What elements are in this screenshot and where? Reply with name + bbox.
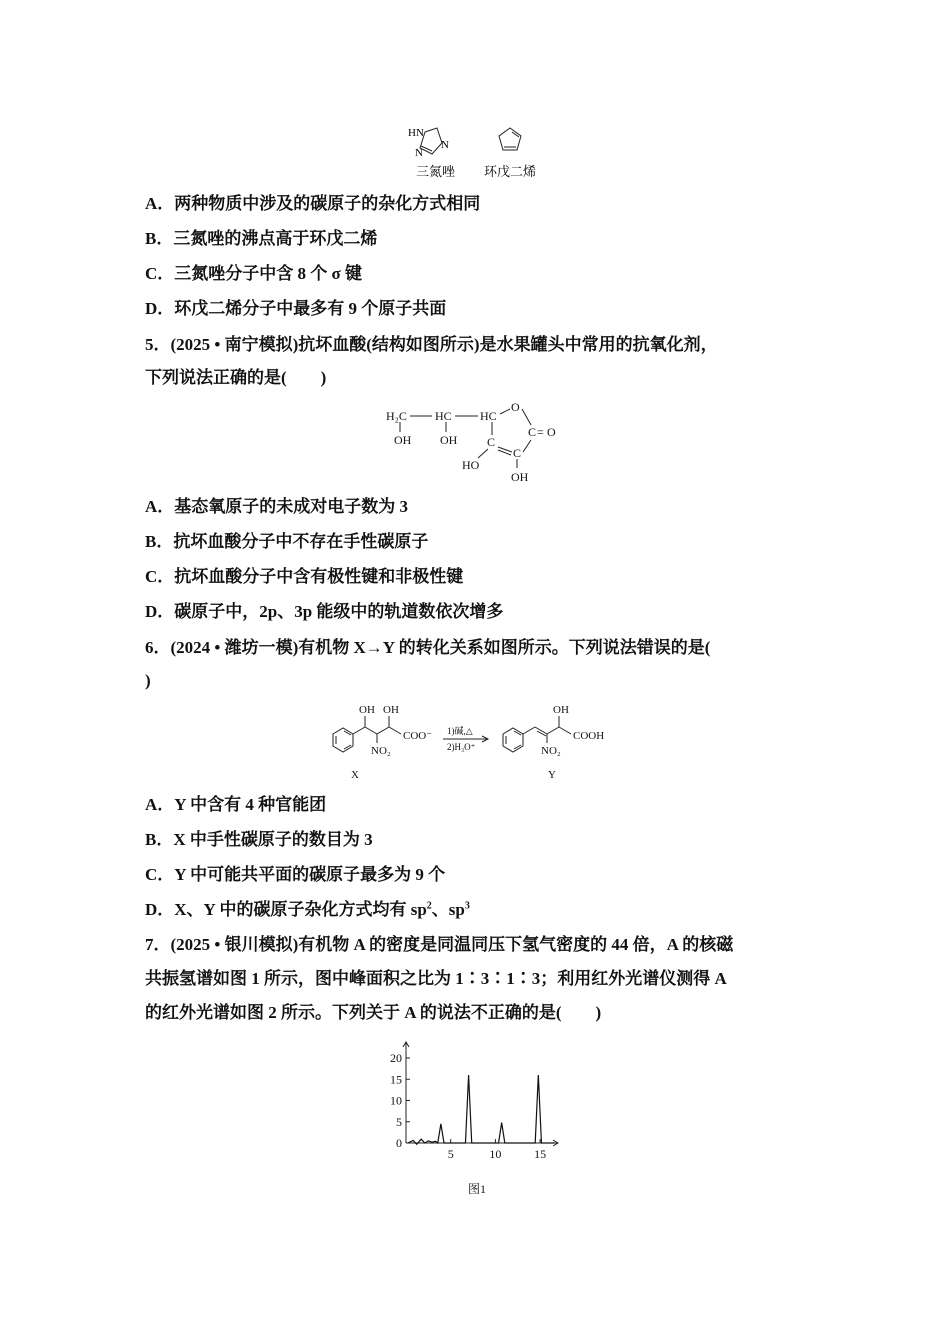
ring-c2-label: C	[513, 446, 522, 460]
y-cooh-label: COOH	[573, 730, 605, 742]
q6-stem-line2: )	[145, 671, 151, 690]
condition-1: 1)碱,△	[447, 726, 473, 736]
oh2-label: OH	[440, 433, 458, 447]
q5-stem-line1: 5．(2025 • 南宁模拟)抗坏血酸(结构如图所示)是水果罐头中常用的抗氧化剂，	[145, 335, 718, 354]
y-tick-label: 20	[390, 1051, 402, 1065]
triazole-n-bottom: N	[415, 147, 423, 159]
bond-hc-o	[500, 409, 510, 414]
y-bond-c-c2	[547, 727, 559, 734]
x-oh2-label: OH	[383, 704, 399, 716]
oh3-label: OH	[511, 470, 529, 484]
y-bond-c-cooh	[559, 727, 571, 734]
ascorbic-acid-structure	[380, 398, 580, 486]
q6-option-d-text: D．X、Y 中的碳原子杂化方式均有 sp	[145, 900, 427, 919]
triazole-n-right: N	[441, 139, 449, 151]
bond-c2-c	[523, 440, 531, 452]
q5-option-c: C．抗坏血酸分子中含有极性键和非极性键	[145, 567, 464, 586]
q6-option-d-sup2: 3	[464, 900, 470, 912]
q4-option-d: D．环戊二烯分子中最多有 9 个原子共面	[145, 299, 447, 318]
triazole-hn: HN	[408, 127, 424, 139]
ascorbic-acid-svg	[380, 398, 580, 486]
top-structures-figure	[400, 118, 560, 184]
q4-option-c: C．三氮唑分子中含 8 个 σ 键	[145, 264, 363, 283]
q4-option-a: A．两种物质中涉及的碳原子的杂化方式相同	[145, 194, 481, 213]
x-tick-label: 10	[489, 1147, 502, 1161]
x-bond-ph-c	[353, 727, 365, 734]
x-oh1-label: OH	[359, 704, 375, 716]
y-oh-label: OH	[553, 704, 569, 716]
q6-stem-line1: 6．(2024 • 潍坊一模)有机物 X→Y 的转化关系如图所示。下列说法错误的是(	[145, 638, 711, 657]
ring-c1-label: C	[487, 435, 496, 449]
ring-o-label: O	[511, 400, 520, 414]
c-eq-label: C	[528, 425, 537, 439]
cyclopentadiene-double-1	[512, 132, 519, 137]
triazole-cyclopentadiene-svg	[400, 118, 560, 184]
q4-option-b: B．三氮唑的沸点高于环戊二烯	[145, 229, 378, 248]
nmr-chart-svg	[380, 1038, 570, 1203]
keto-o-label: O	[547, 425, 556, 439]
cyclopentadiene-label: 环戊二烯	[484, 164, 537, 179]
y-bond-c-c-double-2	[537, 731, 546, 736]
y-tick-label: 0	[396, 1136, 402, 1150]
x-tick-label: 15	[534, 1147, 547, 1161]
h2c-label: H₂C	[386, 409, 407, 423]
triazole-label: 三氮唑	[416, 164, 456, 179]
x-tick-label: 5	[447, 1147, 454, 1161]
chart-title: 图1	[467, 1182, 487, 1196]
nmr-figure	[380, 1038, 570, 1203]
oh1-label: OH	[394, 433, 412, 447]
q7-stem-line1: 7．(2025 • 银川模拟)有机物 A 的密度是同温同压下氢气密度的 44 倍，A 的核磁	[145, 935, 734, 954]
q6-option-a: A．Y 中含有 4 种官能团	[145, 795, 327, 814]
bond-c1-ho	[478, 449, 488, 458]
q5-option-d: D．碳原子中，2p、3p 能级中的轨道数依次增多	[145, 602, 504, 621]
hc1-label: HC	[435, 409, 452, 423]
bond-o-c	[522, 409, 531, 425]
condition-2: 2)H₃O⁺	[447, 742, 476, 752]
q7-stem-line3: 的红外光谱如图 2 所示。下列关于 A 的说法不正确的是( )	[145, 1003, 602, 1022]
x-to-y-svg	[315, 698, 645, 784]
q5-option-a: A．基态氧原子的未成对电子数为 3	[145, 497, 409, 516]
y-tick-label: 5	[396, 1114, 402, 1129]
x-no2-label: NO₂	[371, 745, 391, 757]
y-no2-label: NO₂	[541, 745, 561, 757]
y-label: Y	[548, 769, 556, 781]
q6-option-d-sup1: 2	[426, 900, 432, 912]
x-coo-label: COO⁻	[403, 730, 433, 742]
hc2-label: HC	[480, 409, 497, 423]
y-tick-label: 15	[390, 1072, 402, 1087]
q5-option-b: B．抗坏血酸分子中不存在手性碳原子	[145, 532, 429, 551]
y-tick-label: 10	[390, 1093, 402, 1108]
ho-label: HO	[462, 458, 480, 472]
q6-option-b: B．X 中手性碳原子的数目为 3	[145, 830, 373, 849]
y-bond-ph-c	[523, 727, 535, 734]
x-bond-c-c	[365, 727, 377, 734]
q6-option-d-mid: 、sp	[431, 900, 465, 919]
spectrum-trace	[408, 1075, 555, 1144]
c-eq-sign: =	[537, 425, 544, 439]
q5-stem-line2: 下列说法正确的是( )	[145, 368, 327, 387]
q6-option-d	[145, 899, 470, 921]
q7-stem-line2: 共振氢谱如图 1 所示，图中峰面积之比为 1∶3∶1∶3；利用红外光谱仪测得 A	[145, 969, 727, 988]
x-bond-c-c2	[377, 727, 389, 734]
x-to-y-scheme	[315, 698, 645, 784]
x-label: X	[351, 769, 359, 781]
q6-option-c: C．Y 中可能共平面的碳原子最多为 9 个	[145, 865, 446, 884]
x-bond-c-coo	[389, 727, 401, 734]
